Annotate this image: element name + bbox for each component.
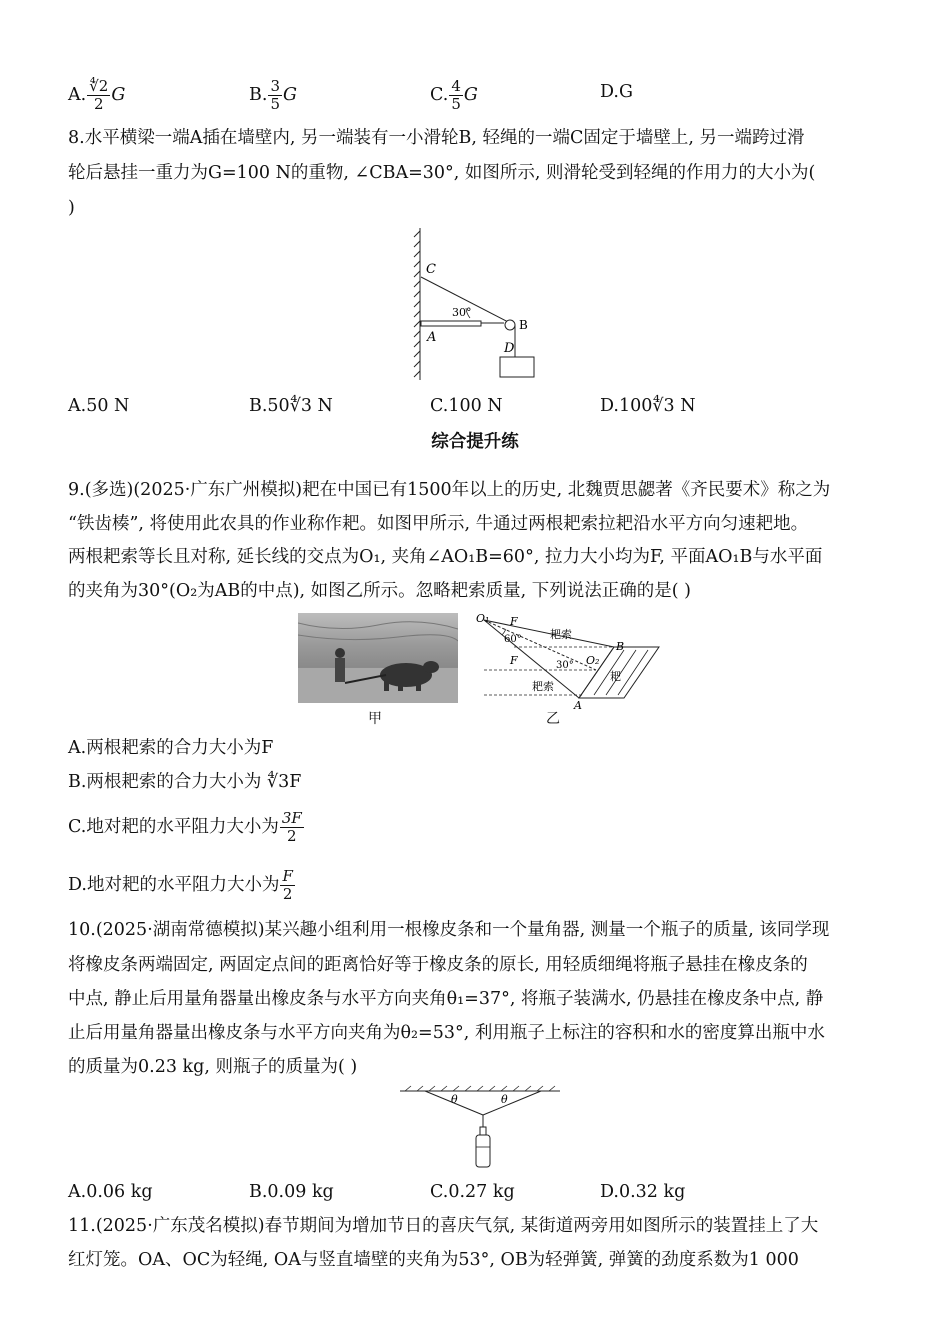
q8-figure-wall-pulley xyxy=(400,225,550,385)
q9-option-c-denominator: 2 xyxy=(287,827,297,845)
label-rope-bottom: 耙索 xyxy=(532,680,554,693)
ox-plowing-illustration xyxy=(298,613,458,703)
q9-option-d-numerator: F xyxy=(282,867,293,885)
label-angle-30: 30° xyxy=(452,306,472,319)
q10-option-a: A.0.06 kg xyxy=(68,1182,153,1202)
q7-option-a-prefix: A. xyxy=(68,85,87,105)
label-b: B xyxy=(616,640,625,653)
q9-option-c-numerator: 3F xyxy=(281,809,302,827)
q9-option-d xyxy=(68,868,296,903)
q9-text-line-2: “铁齿楱”, 将使用此农具的作业称作耙。如图甲所示, 牛通过两根耙索拉耙沿水平方向匀速耙地。 xyxy=(68,514,809,534)
label-d: D xyxy=(504,341,515,356)
q9-option-c-fraction xyxy=(280,810,304,845)
q7-option-c-prefix: C. xyxy=(430,85,449,105)
q8-text-line-3: ) xyxy=(68,198,75,218)
q10-option-c: C.0.27 kg xyxy=(430,1182,515,1202)
ceiling-hatching xyxy=(405,1086,555,1091)
label-a: A xyxy=(427,330,437,345)
wall-hatching xyxy=(414,228,420,380)
q7-option-a-numerator: ∜2 xyxy=(89,77,109,95)
q7-option-b-numerator: 3 xyxy=(270,77,280,95)
q9-figure-label-yi: 乙 xyxy=(546,711,560,727)
q7-option-b-denominator: 5 xyxy=(270,95,280,113)
q7-option-b xyxy=(249,78,297,113)
q8-option-b: B.50∜3 N xyxy=(249,396,333,416)
q7-option-c-unit: G xyxy=(463,85,478,105)
q9-figure-label-jia: 甲 xyxy=(368,711,382,727)
label-c: C xyxy=(426,262,436,277)
q8-text-line-2: 轮后悬挂一重力为G=100 N的重物, ∠CBA=30°, 如图所示, 则滑轮受到轻绳的作用力的大小为( xyxy=(68,163,816,183)
label-60: 60° xyxy=(504,634,522,645)
section-title: 综合提升练 xyxy=(431,432,519,452)
q9-option-d-prefix: D.地对耙的水平阻力大小为 xyxy=(68,875,280,895)
q9-option-c xyxy=(68,810,305,845)
q10-text-line-3: 中点, 静止后用量角器量出橡皮条与水平方向夹角θ₁=37°, 将瓶子装满水, 仍悬挂在橡皮条中点, 静 xyxy=(68,989,824,1009)
q10-option-b: B.0.09 kg xyxy=(249,1182,334,1202)
q9-option-c-prefix: C.地对耙的水平阻力大小为 xyxy=(68,817,279,837)
label-a: A xyxy=(574,699,582,712)
label-theta-right: θ xyxy=(501,1093,508,1106)
q9-figure-harrow-diagram xyxy=(474,610,664,730)
label-f-top: F xyxy=(510,615,518,628)
label-f-bottom: F xyxy=(510,654,518,667)
q10-text-line-2: 将橡皮条两端固定, 两固定点间的距离恰好等于橡皮条的原长, 用轻质细绳将瓶子悬挂在橡皮条的 xyxy=(68,955,808,975)
q7-option-a-fraction xyxy=(87,78,110,113)
q7-option-c-denominator: 5 xyxy=(451,95,461,113)
q7-option-b-fraction xyxy=(268,78,282,113)
q7-option-c-numerator: 4 xyxy=(451,77,461,95)
beam-ab xyxy=(421,321,481,326)
o1-o2-dashed xyxy=(484,620,596,670)
q7-option-d: D.G xyxy=(600,82,633,102)
bottle-icon xyxy=(476,1127,490,1167)
label-30: 30° xyxy=(556,660,574,671)
q8-option-d: D.100∜3 N xyxy=(600,396,696,416)
q7-option-a xyxy=(68,78,125,113)
label-b: B xyxy=(519,318,528,332)
q10-figure-bottle-hanging xyxy=(395,1085,565,1175)
q8-option-a: A.50 N xyxy=(68,396,130,416)
q7-option-a-denominator: 2 xyxy=(93,95,104,113)
label-o2: O₂ xyxy=(586,654,600,667)
q9-option-a: A.两根耙索的合力大小为F xyxy=(68,738,274,758)
label-o1: O₁ xyxy=(476,612,490,625)
pulley-b xyxy=(505,320,515,330)
q11-text-line-1: 11.(2025·广东茂名模拟)春节期间为增加节日的喜庆气氛, 某街道两旁用如图所示的装置挂上了大 xyxy=(68,1216,819,1236)
q9-option-d-fraction xyxy=(280,868,294,903)
q7-option-b-prefix: B. xyxy=(249,85,268,105)
q11-text-line-2: 红灯笼。OA、OC为轻绳, OA与竖直墙壁的夹角为53°, OB为轻弹簧, 弹簧的劲度系数为1 000 xyxy=(68,1250,799,1270)
harrow-hatching xyxy=(594,650,648,695)
q8-text-line-1: 8.水平横梁一端A插在墙壁内, 另一端装有一小滑轮B, 轻绳的一端C固定于墙壁上, 另一端跨过滑 xyxy=(68,128,805,148)
q7-option-b-unit: G xyxy=(282,85,297,105)
q10-option-d: D.0.32 kg xyxy=(600,1182,686,1202)
q9-text-line-1: 9.(多选)(2025·广东广州模拟)耙在中国已有1500年以上的历史, 北魏贾思勰著《齐民要术》称之为 xyxy=(68,480,831,500)
q9-text-line-3: 两根耙索等长且对称, 延长线的交点为O₁, 夹角∠AO₁B=60°, 拉力大小均为F, 平面AO₁B与水平面 xyxy=(68,547,823,567)
label-theta-left: θ xyxy=(451,1093,458,1106)
q7-option-a-unit: G xyxy=(111,85,126,105)
q10-text-line-1: 10.(2025·湖南常德模拟)某兴趣小组利用一根橡皮条和一个量角器, 测量一个瓶子的质量, 该同学现 xyxy=(68,920,830,940)
weight-d xyxy=(500,357,534,377)
q10-text-line-4: 止后用量角器量出橡皮条与水平方向夹角为θ₂=53°, 利用瓶子上标注的容积和水的密度算出瓶中水 xyxy=(68,1023,825,1043)
q8-option-c: C.100 N xyxy=(430,396,503,416)
q9-option-d-denominator: 2 xyxy=(282,885,293,903)
label-rope-top: 耙索 xyxy=(550,628,572,641)
q7-option-c-fraction xyxy=(449,78,463,113)
q10-text-line-5: 的质量为0.23 kg, 则瓶子的质量为( ) xyxy=(68,1057,358,1077)
q9-option-b: B.两根耙索的合力大小为 ∜3F xyxy=(68,772,302,792)
rubber-band-right xyxy=(483,1091,541,1115)
label-harrow: 耙 xyxy=(610,670,621,683)
q9-photo-ox-plowing xyxy=(298,613,458,703)
q9-text-line-4: 的夹角为30°(O₂为AB的中点), 如图乙所示。忽略耙索质量, 下列说法正确的是( ) xyxy=(68,581,691,601)
q7-option-c xyxy=(430,78,478,113)
